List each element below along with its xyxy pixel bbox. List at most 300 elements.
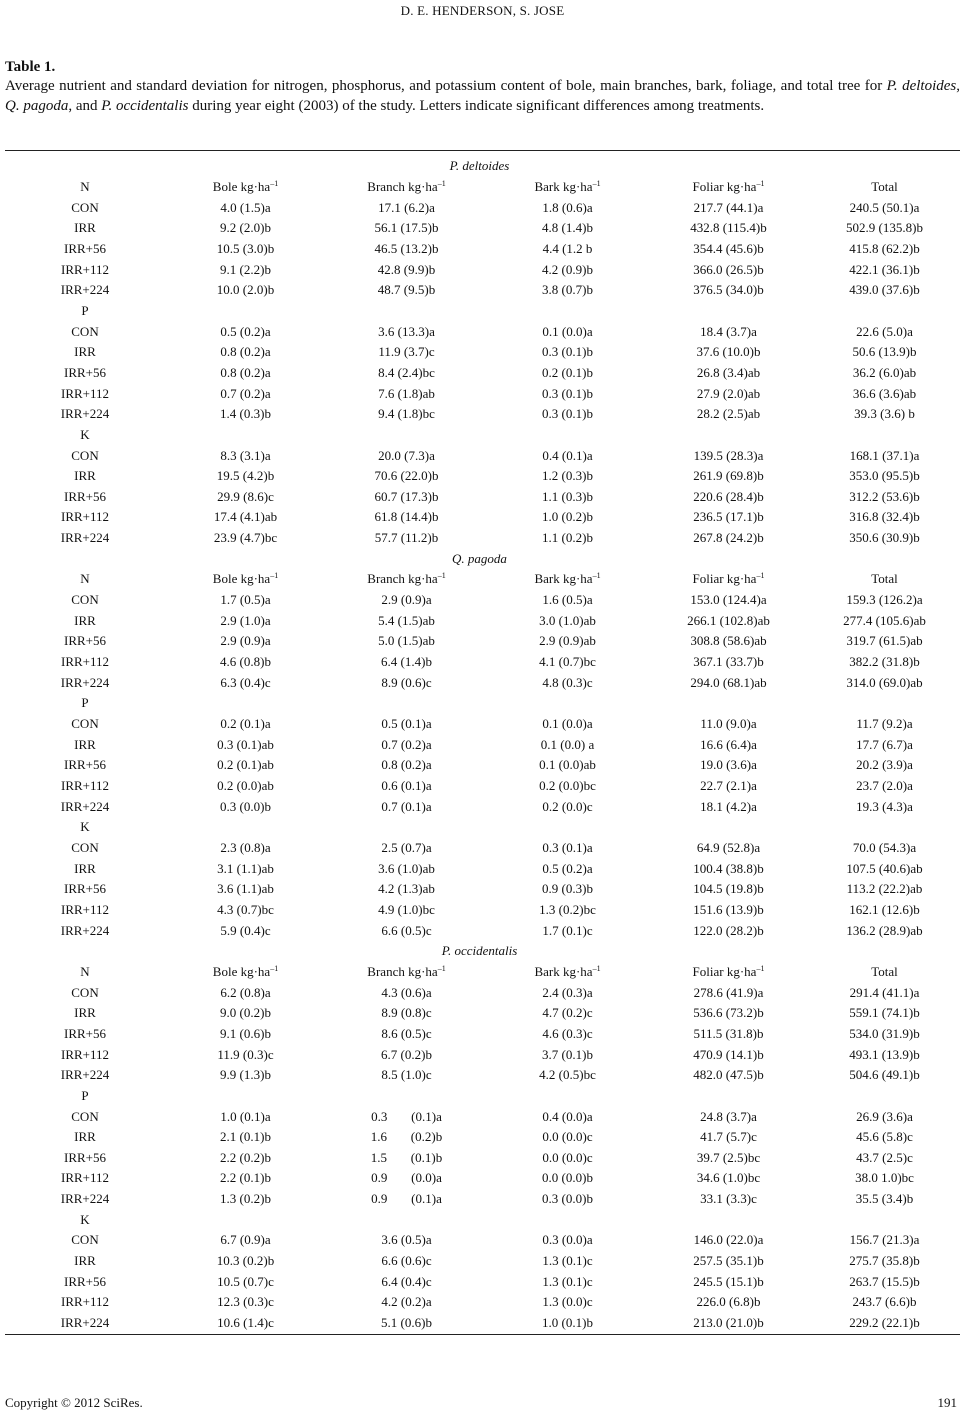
table-row: [5, 218, 960, 239]
table-row: [5, 776, 960, 797]
value-cell: 2.4 (0.3)a: [542, 984, 593, 1000]
value-cell: 4.2 (0.2)a: [381, 1294, 432, 1310]
column-header-text: Foliar kg·ha: [692, 178, 757, 194]
value-cell: 350.6 (30.9)b: [849, 530, 920, 546]
value-cell: 4.3 (0.7)bc: [217, 901, 274, 917]
column-header-text: Foliar kg·ha: [692, 963, 757, 979]
value-cell: 2.2 (0.2)b: [220, 1149, 271, 1165]
unit-exponent: –1: [756, 963, 765, 973]
value-cell: 504.6 (49.1)b: [849, 1067, 920, 1083]
treatment-cell: IRR+112: [60, 1294, 110, 1310]
species-row: [5, 548, 960, 569]
value-cell: 1.1 (0.2)b: [542, 530, 593, 546]
species-row: [5, 941, 960, 962]
treatment-cell: IRR+56: [63, 881, 106, 897]
value-cell: 4.9 (1.0)bc: [378, 901, 435, 917]
value-cell: 36.2 (6.0)ab: [852, 364, 917, 380]
value-cell: 23.9 (4.7)bc: [213, 530, 278, 546]
value-cell: 4.4 (1.2 b: [542, 240, 593, 256]
value-cell: 20.0 (7.3)a: [378, 447, 435, 463]
treatment-cell: IRR+112: [60, 1046, 110, 1062]
value-cell: 4.2 (0.5)bc: [539, 1067, 596, 1083]
table-row: [5, 1044, 960, 1065]
value-cell: 6.6 (0.5)c: [381, 922, 432, 938]
value-mean: 1.5: [370, 1149, 388, 1165]
value-cell: 8.9 (0.8)c: [381, 1005, 432, 1021]
value-cell: 0.2 (0.0)c: [542, 798, 593, 814]
table-row: [5, 1065, 960, 1086]
nutrient-table: [5, 156, 960, 1333]
treatment-cell: IRR: [74, 1253, 96, 1269]
value-cell: 1.1 (0.3)b: [542, 488, 593, 504]
table-row: [5, 1168, 960, 1189]
table-row: [5, 1313, 960, 1334]
value-cell: 0.7 (0.2)a: [381, 736, 432, 752]
value-sd: (0.0)a: [411, 1170, 442, 1186]
column-header-row: [5, 177, 960, 198]
species-name: P. occidentalis: [441, 943, 518, 959]
treatment-cell: IRR+112: [60, 261, 110, 277]
column-header-total: Total: [871, 571, 898, 587]
value-cell: 10.3 (0.2)b: [216, 1253, 275, 1269]
value-cell: 4.8 (0.3)c: [542, 674, 593, 690]
table-row: [5, 445, 960, 466]
species-name: P. deltoides: [449, 158, 510, 174]
value-cell: 353.0 (95.5)b: [849, 468, 920, 484]
table-top-rule: [5, 150, 960, 151]
value-cell: 1.3 (0.1)c: [542, 1253, 593, 1269]
value-cell: 6.6 (0.6)c: [381, 1253, 432, 1269]
caption-part: Average nutrient and standard deviation for nitrogen, phosphorus, and potassium content of bole, main branches, bark, foliage, and total tree for: [5, 78, 887, 94]
value-cell: 16.6 (6.4)a: [700, 736, 757, 752]
value-cell: 4.8 (1.4)b: [542, 220, 593, 236]
column-header-branch: [326, 964, 487, 980]
nutrient-label: N: [80, 963, 90, 979]
treatment-cell: IRR+224: [60, 406, 110, 422]
value-cell: 0.7 (0.1)a: [381, 798, 432, 814]
value-cell: 22.6 (5.0)a: [856, 323, 913, 339]
value-cell: 46.5 (13.2)b: [374, 240, 439, 256]
value-cell: 2.9 (0.9)ab: [539, 633, 596, 649]
value-cell: 19.5 (4.2)b: [216, 468, 275, 484]
treatment-cell: CON: [71, 323, 99, 339]
value-cell: 1.2 (0.3)b: [542, 468, 593, 484]
treatment-cell: CON: [71, 447, 99, 463]
table-row: [5, 383, 960, 404]
value-cell: 0.2 (0.1)b: [542, 364, 593, 380]
unit-exponent: –1: [437, 963, 446, 973]
treatment-cell: CON: [71, 592, 99, 608]
value-cell: 8.5 (1.0)c: [381, 1067, 432, 1083]
value-cell: 17.1 (6.2)a: [378, 199, 435, 215]
column-header-row: [5, 962, 960, 983]
value-cell: 236.5 (17.1)b: [693, 509, 764, 525]
treatment-cell: IRR+56: [63, 364, 106, 380]
value-cell: 100.4 (38.8)b: [693, 860, 764, 876]
treatment-cell: IRR: [74, 1129, 96, 1145]
value-cell: 159.3 (126.2)a: [846, 592, 923, 608]
value-cell: 319.7 (61.5)ab: [846, 633, 923, 649]
value-cell: 6.2 (0.8)a: [220, 984, 271, 1000]
value-cell: 107.5 (40.6)ab: [846, 860, 923, 876]
value-cell: 1.3 (0.2)b: [220, 1191, 271, 1207]
table-row: [5, 796, 960, 817]
value-cell: 4.1 (0.7)bc: [539, 654, 596, 670]
column-header-text: Branch kg·ha: [367, 178, 438, 194]
value-cell: 45.6 (5.8)c: [856, 1129, 913, 1145]
table-row: [5, 259, 960, 280]
value-cell: 5.1 (0.6)b: [381, 1315, 432, 1331]
value-cell: [326, 1170, 487, 1186]
treatment-cell: IRR: [74, 736, 96, 752]
value-cell: 1.7 (0.1)c: [542, 922, 593, 938]
value-cell: 0.3 (0.1)ab: [217, 736, 274, 752]
treatment-cell: CON: [71, 199, 99, 215]
value-cell: 291.4 (41.1)a: [849, 984, 920, 1000]
value-cell: [326, 1150, 487, 1166]
value-cell: 113.2 (22.2)ab: [846, 881, 923, 897]
value-cell: 64.9 (52.8)a: [696, 839, 761, 855]
caption-part: during year eight (2003) of the study. Letters indicate significant differences among treatments.: [188, 97, 765, 114]
value-cell: [326, 1129, 487, 1145]
table-row: [5, 239, 960, 260]
value-cell: 245.5 (15.1)b: [693, 1273, 764, 1289]
column-header-total: Total: [871, 178, 898, 194]
value-cell: 11.9 (3.7)c: [378, 344, 435, 360]
value-cell: 3.6 (13.3)a: [378, 323, 435, 339]
species-row: [5, 156, 960, 177]
value-sd: (0.1)a: [411, 1191, 442, 1207]
value-cell: 6.3 (0.4)c: [220, 674, 271, 690]
table-row: [5, 1127, 960, 1148]
value-cell: 1.8 (0.6)a: [542, 199, 593, 215]
value-cell: 19.3 (4.3)a: [856, 798, 913, 814]
table-row: [5, 1230, 960, 1251]
table-row: [5, 1271, 960, 1292]
treatment-cell: IRR+112: [60, 385, 110, 401]
value-cell: 1.3 (0.2)bc: [539, 901, 596, 917]
nutrient-row: [5, 1209, 960, 1230]
treatment-cell: IRR: [74, 220, 96, 236]
column-header-text: Bark kg·ha: [534, 963, 593, 979]
value-cell: 146.0 (22.0)a: [693, 1232, 764, 1248]
value-cell: 57.7 (11.2)b: [374, 530, 439, 546]
table-bottom-rule: [5, 1334, 960, 1335]
nutrient-row: [5, 425, 960, 446]
table-row: [5, 404, 960, 425]
value-cell: 2.9 (0.9)a: [381, 592, 432, 608]
value-cell: 70.0 (54.3)a: [852, 839, 917, 855]
value-cell: 23.7 (2.0)a: [856, 778, 913, 794]
value-cell: 6.4 (0.4)c: [381, 1273, 432, 1289]
treatment-cell: IRR+56: [63, 1025, 106, 1041]
table-row: [5, 858, 960, 879]
value-cell: 0.3 (0.1)b: [542, 344, 593, 360]
value-cell: 266.1 (102.8)ab: [687, 612, 770, 628]
running-head: D. E. HENDERSON, S. JOSE: [400, 3, 565, 18]
value-cell: 0.3 (0.1)b: [542, 385, 593, 401]
value-cell: 482.0 (47.5)b: [693, 1067, 764, 1083]
value-cell: 267.8 (24.2)b: [693, 530, 764, 546]
value-cell: 0.3 (0.0)b: [542, 1191, 593, 1207]
value-cell: 8.9 (0.6)c: [381, 674, 432, 690]
table-row: [5, 280, 960, 301]
table-row: [5, 487, 960, 508]
column-header-text: Bark kg·ha: [534, 178, 593, 194]
value-cell: 139.5 (28.3)a: [693, 447, 764, 463]
value-cell: 10.5 (3.0)b: [216, 240, 275, 256]
value-cell: 50.6 (13.9)b: [852, 344, 917, 360]
value-cell: 275.7 (35.8)b: [849, 1253, 920, 1269]
value-cell: 35.5 (3.4)b: [855, 1191, 914, 1207]
table-row: [5, 1148, 960, 1169]
column-header-text: Branch kg·ha: [367, 571, 438, 587]
value-cell: 0.1 (0.0) a: [540, 736, 595, 752]
column-header-text: Bole kg·ha: [212, 178, 271, 194]
value-cell: 56.1 (17.5)b: [374, 220, 439, 236]
value-cell: 0.0 (0.0)c: [542, 1129, 593, 1145]
table-row: [5, 714, 960, 735]
table-row: [5, 610, 960, 631]
value-cell: 0.5 (0.2)a: [220, 323, 271, 339]
value-cell: 0.1 (0.0)a: [542, 716, 593, 732]
table-row: [5, 734, 960, 755]
table-row: [5, 1292, 960, 1313]
treatment-cell: IRR+224: [60, 922, 110, 938]
value-cell: 257.5 (35.1)b: [693, 1253, 764, 1269]
treatment-cell: IRR+112: [60, 1170, 110, 1186]
treatment-cell: IRR+56: [63, 1273, 106, 1289]
value-mean: 0.9: [371, 1170, 388, 1186]
value-cell: [326, 1109, 487, 1125]
value-cell: 261.9 (69.8)b: [693, 468, 764, 484]
value-cell: 26.9 (3.6)a: [856, 1108, 913, 1124]
value-cell: 1.3 (0.0)c: [542, 1294, 593, 1310]
table-caption: [5, 57, 960, 116]
unit-exponent: –1: [592, 963, 601, 973]
table-row: [5, 920, 960, 941]
nutrient-row: [5, 301, 960, 322]
table-row: [5, 652, 960, 673]
value-cell: 2.5 (0.7)a: [381, 839, 432, 855]
treatment-cell: CON: [71, 1108, 99, 1124]
caption-part: ,: [956, 78, 960, 94]
value-mean: 0.9: [371, 1191, 388, 1207]
value-cell: 9.1 (0.6)b: [220, 1025, 271, 1041]
value-cell: 294.0 (68.1)ab: [690, 674, 767, 690]
value-cell: 2.1 (0.1)b: [220, 1129, 271, 1145]
treatment-cell: IRR+224: [60, 282, 110, 298]
value-cell: 243.7 (6.6)b: [852, 1294, 917, 1310]
table-row: [5, 838, 960, 859]
value-cell: 0.3 (0.1)b: [542, 406, 593, 422]
value-cell: 0.6 (0.1)a: [381, 778, 432, 794]
value-cell: 1.7 (0.5)a: [220, 592, 271, 608]
value-cell: 1.0 (0.1)b: [542, 1315, 593, 1331]
value-cell: 4.0 (1.5)a: [220, 199, 271, 215]
value-cell: 534.0 (31.9)b: [849, 1025, 920, 1041]
value-cell: 27.9 (2.0)ab: [696, 385, 761, 401]
value-cell: 432.8 (115.4)b: [690, 220, 767, 236]
value-cell: 0.7 (0.2)a: [220, 385, 271, 401]
value-cell: 502.9 (135.8)b: [846, 220, 923, 236]
value-cell: 0.0 (0.0)b: [542, 1170, 593, 1186]
value-cell: 6.7 (0.2)b: [381, 1046, 432, 1062]
value-cell: 470.9 (14.1)b: [693, 1046, 764, 1062]
column-header-text: Bole kg·ha: [212, 571, 271, 587]
unit-exponent: –1: [756, 571, 765, 581]
unit-exponent: –1: [270, 571, 279, 581]
value-sd: (0.1)a: [411, 1108, 442, 1124]
copyright-footer: Copyright © 2012 SciRes.: [5, 1395, 143, 1410]
value-cell: 263.7 (15.5)b: [849, 1273, 920, 1289]
nutrient-label: P: [81, 1087, 89, 1103]
nutrient-label: P: [81, 302, 89, 318]
value-cell: 1.0 (0.1)a: [220, 1108, 271, 1124]
value-cell: 2.9 (1.0)a: [220, 612, 271, 628]
value-cell: 312.2 (53.6)b: [849, 488, 920, 504]
column-header-bole: [165, 571, 326, 587]
value-cell: 18.4 (3.7)a: [700, 323, 757, 339]
value-cell: 136.2 (28.9)ab: [846, 922, 923, 938]
value-cell: 0.8 (0.2)a: [220, 364, 271, 380]
value-cell: 4.2 (0.9)b: [542, 261, 593, 277]
value-cell: 422.1 (36.1)b: [849, 261, 920, 277]
value-cell: 168.1 (37.1)a: [849, 447, 920, 463]
table-caption-text: [5, 77, 960, 116]
table-row: [5, 1024, 960, 1045]
treatment-cell: IRR: [74, 468, 96, 484]
nutrient-label: N: [80, 571, 90, 587]
value-cell: 0.2 (0.0)ab: [217, 778, 274, 794]
value-cell: 10.6 (1.4)c: [217, 1315, 274, 1331]
value-cell: 308.8 (58.6)ab: [690, 633, 767, 649]
table-row: [5, 1189, 960, 1210]
value-cell: 6.4 (1.4)b: [381, 654, 432, 670]
table-row: [5, 528, 960, 549]
value-cell: 18.1 (4.2)a: [700, 798, 757, 814]
value-cell: 22.7 (2.1)a: [700, 778, 757, 794]
unit-exponent: –1: [592, 178, 601, 188]
unit-exponent: –1: [437, 571, 446, 581]
value-cell: 439.0 (37.6)b: [849, 282, 920, 298]
value-cell: 28.2 (2.5)ab: [696, 406, 761, 422]
value-cell: 3.7 (0.1)b: [542, 1046, 593, 1062]
nutrient-label: N: [80, 178, 90, 194]
column-header-text: Bole kg·ha: [212, 963, 271, 979]
column-header-text: Branch kg·ha: [367, 963, 438, 979]
column-header-foliar: [648, 571, 809, 587]
value-cell: 9.4 (1.8)bc: [378, 406, 435, 422]
value-cell: 0.8 (0.2)a: [220, 344, 271, 360]
value-cell: 60.7 (17.3)b: [374, 488, 439, 504]
value-cell: 559.1 (74.1)b: [849, 1005, 920, 1021]
nutrient-label: K: [80, 819, 90, 835]
unit-exponent: –1: [592, 571, 601, 581]
nutrient-row: [5, 1086, 960, 1107]
column-header-bark: [487, 964, 648, 980]
table-row: [5, 363, 960, 384]
treatment-cell: IRR: [74, 860, 96, 876]
value-split: [371, 1109, 442, 1125]
table-row: [5, 672, 960, 693]
table-row: [5, 631, 960, 652]
value-cell: 0.4 (0.1)a: [542, 447, 593, 463]
value-cell: 367.1 (33.7)b: [693, 654, 764, 670]
table-row: [5, 1251, 960, 1272]
column-header-branch: [326, 179, 487, 195]
value-cell: 104.5 (19.8)b: [693, 881, 764, 897]
value-cell: 0.3 (0.0)b: [220, 798, 271, 814]
value-cell: 4.3 (0.6)a: [381, 984, 432, 1000]
value-cell: [326, 1191, 487, 1207]
value-cell: 41.7 (5.7)c: [700, 1129, 757, 1145]
value-cell: 229.2 (22.1)b: [849, 1315, 920, 1331]
value-cell: 10.0 (2.0)b: [216, 282, 275, 298]
treatment-cell: CON: [71, 984, 99, 1000]
table-row: [5, 321, 960, 342]
caption-species: P. deltoides: [886, 78, 957, 94]
value-cell: 536.6 (73.2)b: [693, 1005, 764, 1021]
value-cell: 33.1 (3.3)c: [700, 1191, 757, 1207]
value-cell: 17.4 (4.1)ab: [213, 509, 278, 525]
column-header-row: [5, 569, 960, 590]
value-cell: 213.0 (21.0)b: [693, 1315, 764, 1331]
column-header-bole: [165, 964, 326, 980]
table-row: [5, 1106, 960, 1127]
value-cell: 3.6 (0.5)a: [381, 1232, 432, 1248]
table-row: [5, 900, 960, 921]
treatment-cell: IRR: [74, 344, 96, 360]
treatment-cell: IRR+112: [60, 778, 110, 794]
value-cell: 1.6 (0.5)a: [542, 592, 593, 608]
value-cell: 19.0 (3.6)a: [700, 757, 757, 773]
value-cell: 153.0 (124.4)a: [690, 592, 767, 608]
treatment-cell: IRR+56: [63, 240, 106, 256]
value-cell: 2.2 (0.1)b: [220, 1170, 271, 1186]
value-cell: 20.2 (3.9)a: [856, 757, 913, 773]
column-header-branch: [326, 571, 487, 587]
value-cell: 5.0 (1.5)ab: [378, 633, 435, 649]
treatment-cell: IRR+224: [60, 1067, 110, 1083]
value-sd: (0.1)b: [410, 1149, 443, 1165]
value-cell: 0.5 (0.1)a: [381, 716, 432, 732]
value-cell: 511.5 (31.8)b: [693, 1025, 764, 1041]
nutrient-label: K: [80, 1211, 90, 1227]
value-cell: 9.2 (2.0)b: [220, 220, 271, 236]
value-cell: 42.8 (9.9)b: [377, 261, 436, 277]
value-cell: 48.7 (9.5)b: [377, 282, 436, 298]
table-row: [5, 1003, 960, 1024]
value-cell: 29.9 (8.6)c: [217, 488, 274, 504]
table-row: [5, 982, 960, 1003]
value-cell: 493.1 (13.9)b: [849, 1046, 920, 1062]
value-cell: 156.7 (21.3)a: [849, 1232, 920, 1248]
value-cell: 4.7 (0.2)c: [542, 1005, 593, 1021]
treatment-cell: IRR+224: [60, 1191, 110, 1207]
value-mean: 1.6: [370, 1129, 388, 1145]
table-row: [5, 755, 960, 776]
value-cell: 226.0 (6.8)b: [696, 1294, 761, 1310]
value-cell: 36.6 (3.6)ab: [852, 385, 917, 401]
value-cell: 0.8 (0.2)a: [381, 757, 432, 773]
nutrient-label: K: [80, 426, 90, 442]
value-cell: 38.0 1.0)bc: [855, 1170, 914, 1186]
value-cell: 4.6 (0.3)c: [542, 1025, 593, 1041]
value-cell: 17.7 (6.7)a: [856, 736, 913, 752]
value-cell: 220.6 (28.4)b: [693, 488, 764, 504]
value-cell: 0.4 (0.0)a: [542, 1108, 593, 1124]
